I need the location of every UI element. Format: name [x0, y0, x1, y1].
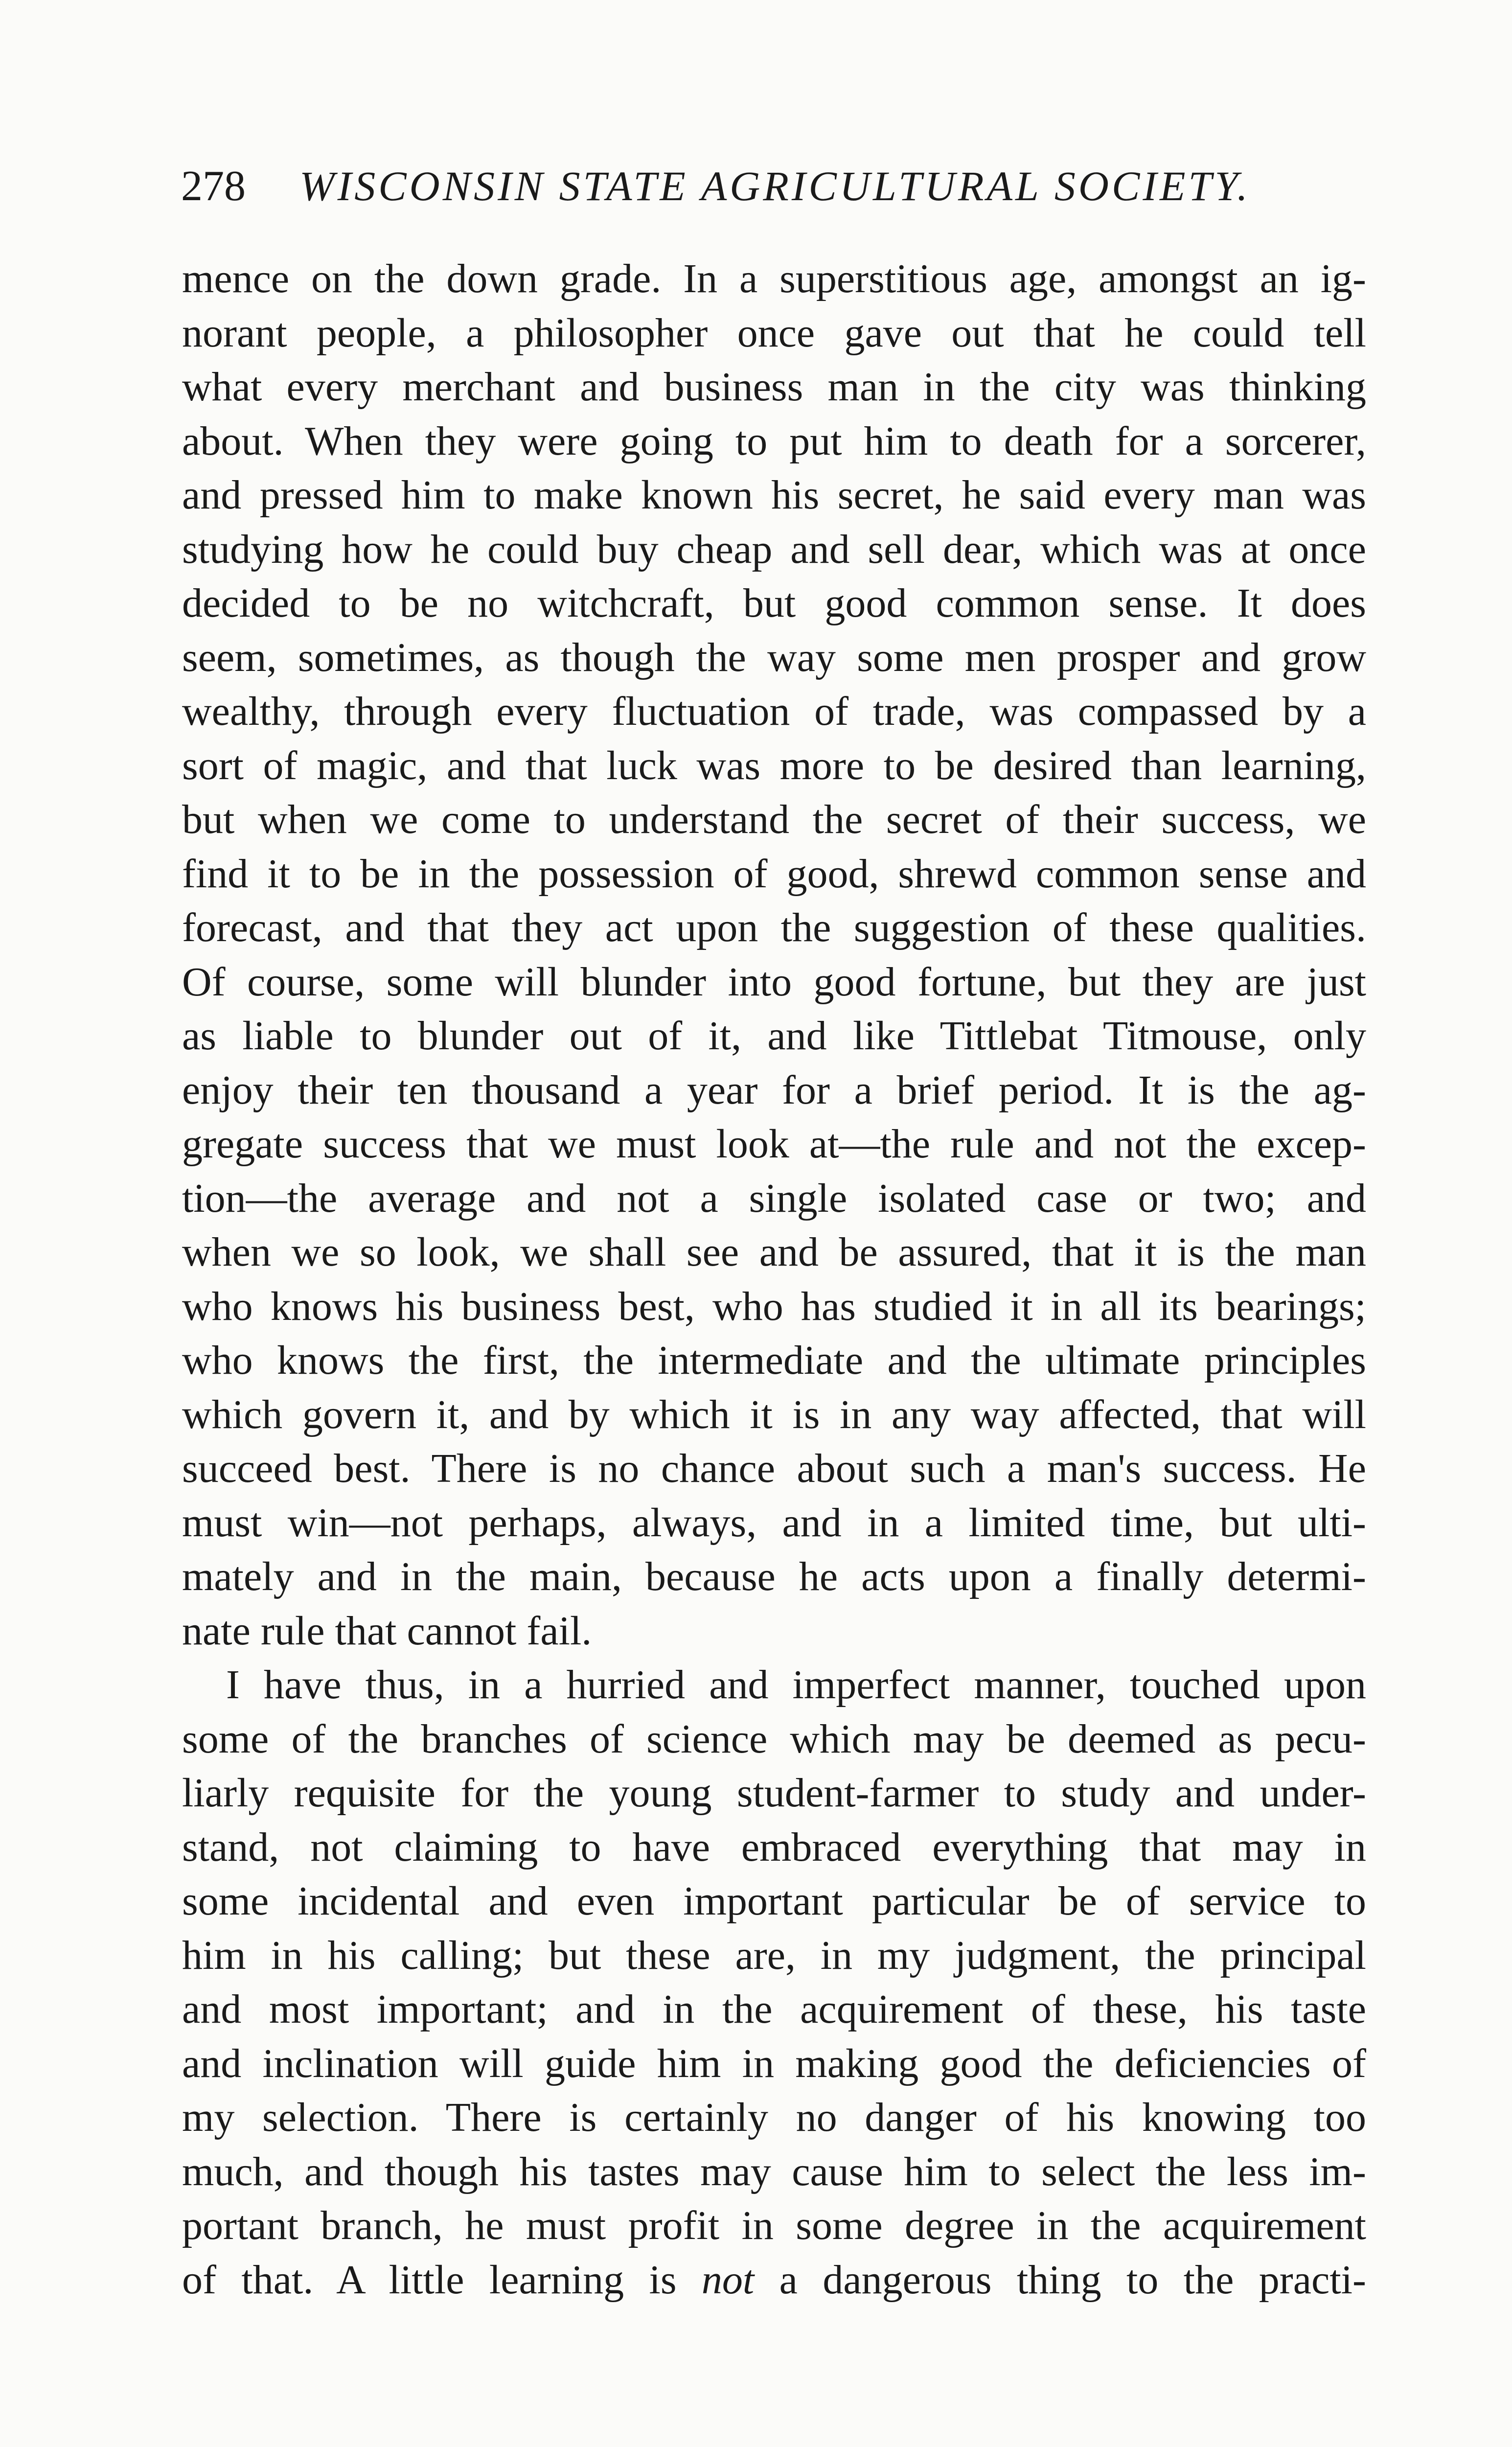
page-header: [181, 162, 1385, 220]
text-line: some incidental and even important particular be of service to: [182, 1878, 1366, 1924]
text-line: about. When they were going to put him to death for a sorcerer,: [182, 418, 1366, 464]
text-line: portant branch, he must profit in some degree in the acquirement: [182, 2203, 1366, 2248]
text-line: forecast, and that they act upon the suggestion of these qualities.: [182, 905, 1366, 950]
running-head: WISCONSIN STATE AGRICULTURAL SOCIETY.: [299, 162, 1251, 209]
text-line: liarly requisite for the young student-farmer to study and under-: [182, 1770, 1366, 1816]
text-line: tion—the average and not a single isolated case or two; and: [182, 1175, 1366, 1221]
text-line: and pressed him to make known his secret, he said every man was: [182, 472, 1366, 518]
text-line: wealthy, through every fluctuation of trade, was compassed by a: [182, 689, 1366, 734]
text-line: some of the branches of science which may be deemed as pecu-: [182, 1716, 1366, 1762]
text-line: find it to be in the possession of good, shrewd common sense and: [182, 851, 1366, 897]
text-line: mence on the down grade. In a superstitious age, amongst an ig-: [182, 256, 1366, 301]
text-line: Of course, some will blunder into good fortune, but they are just: [182, 959, 1366, 1005]
text-line: who knows his business best, who has studied it in all its bearings;: [182, 1283, 1366, 1329]
text-line: but when we come to understand the secret of their success, we: [182, 797, 1366, 842]
text-line: succeed best. There is no chance about such a man's success. He: [182, 1446, 1366, 1491]
text-line: who knows the first, the intermediate and the ultimate principles: [182, 1338, 1366, 1383]
text-line: enjoy their ten thousand a year for a brief period. It is the ag-: [182, 1067, 1366, 1113]
text-line: must win—not perhaps, always, and in a limited time, but ulti-: [182, 1500, 1366, 1546]
text-line: decided to be no witchcraft, but good common sense. It does: [182, 580, 1366, 626]
page-number: 278: [181, 162, 246, 210]
text-line: as liable to blunder out of it, and like Tittlebat Titmouse, only: [182, 1013, 1366, 1059]
paragraph: [182, 252, 1366, 1658]
text-line: which govern it, and by which it is in any way affected, that will: [182, 1391, 1366, 1437]
text-line: norant people, a philosopher once gave out that he could tell: [182, 310, 1366, 356]
text-line: what every merchant and business man in the city was thinking: [182, 364, 1366, 410]
emphasis: not: [701, 2257, 755, 2303]
body-text: [182, 252, 1366, 2307]
text-line: stand, not claiming to have embraced everything that may in: [182, 1824, 1366, 1870]
text-line: sort of magic, and that luck was more to be desired than learning,: [182, 742, 1366, 788]
text-line: gregate success that we must look at—the rule and not the excep-: [182, 1121, 1366, 1167]
text-line: of that. A little learning is not a dangerous thing to the practi-: [182, 2257, 1366, 2303]
text-line: mately and in the main, because he acts upon a finally determi-: [182, 1554, 1366, 1599]
text-line: my selection. There is certainly no danger of his knowing too: [182, 2095, 1366, 2140]
text-line: much, and though his tastes may cause him to select the less im-: [182, 2148, 1366, 2194]
paragraph: [182, 1658, 1366, 2307]
text-line: and inclination will guide him in making good the deficiencies of: [182, 2040, 1366, 2086]
text-line: studying how he could buy cheap and sell dear, which was at once: [182, 526, 1366, 572]
text-line: I have thus, in a hurried and imperfect manner, touched upon: [226, 1662, 1366, 1708]
text-line: when we so look, we shall see and be assured, that it is the man: [182, 1229, 1366, 1275]
text-line: and most important; and in the acquirement of these, his taste: [182, 1986, 1366, 2032]
text-line: seem, sometimes, as though the way some men prosper and grow: [182, 634, 1366, 680]
text-line: him in his calling; but these are, in my judgment, the principal: [182, 1932, 1366, 1978]
text-line: nate rule that cannot fail.: [182, 1608, 592, 1654]
